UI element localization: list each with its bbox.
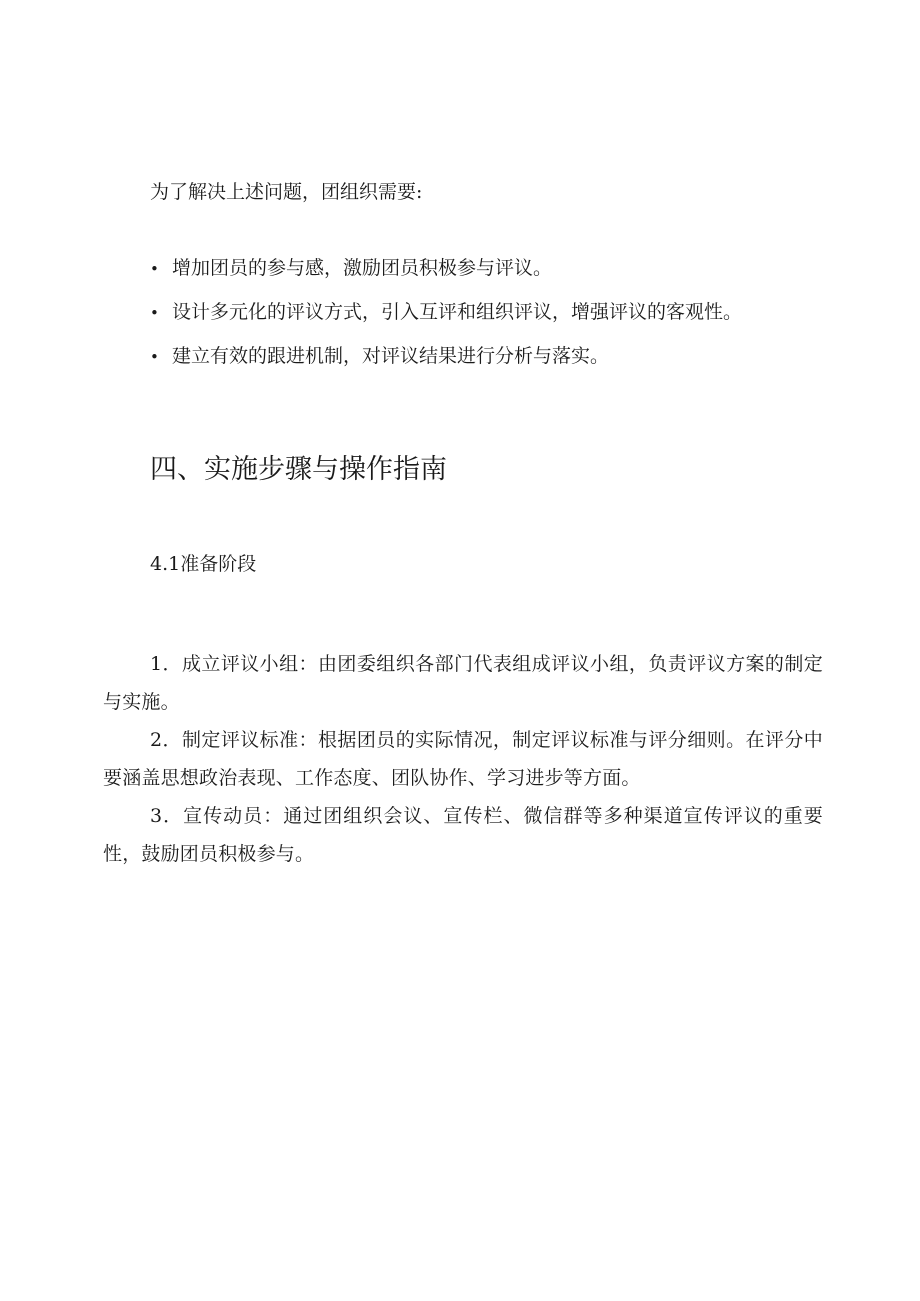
bullet-text: 增加团员的参与感，激励团员积极参与评议。: [172, 257, 553, 279]
list-item: [150, 341, 742, 385]
bullet-text: 建立有效的跟进机制，对评议结果进行分析与落实。: [172, 345, 610, 367]
step-paragraph: 2．制定评议标准：根据团员的实际情况，制定评议标准与评分细则。在评分中要涵盖思想政治表现、工作态度、团队协作、学习进步等方面。: [103, 729, 823, 789]
step-paragraph: 1．成立评议小组：由团委组织各部门代表组成评议小组，负责评议方案的制定与实施。: [103, 653, 823, 713]
intro-paragraph: 为了解决上述问题，团组织需要:: [150, 181, 423, 203]
bullet-list: [150, 253, 742, 385]
steps-list: [103, 645, 823, 873]
subsection-title: 4.1准备阶段: [150, 553, 257, 575]
bullet-icon: •: [150, 260, 159, 278]
list-item: [150, 297, 742, 341]
bullet-text: 设计多元化的评议方式，引入互评和组织评议，增强评议的客观性。: [172, 301, 743, 323]
bullet-icon: •: [150, 304, 159, 322]
bullet-icon: •: [150, 348, 159, 366]
section-title: 四、实施步骤与操作指南: [150, 454, 447, 485]
list-item: [150, 253, 742, 297]
step-paragraph: 3．宣传动员：通过团组织会议、宣传栏、微信群等多种渠道宣传评议的重要性，鼓励团员积极参与。: [103, 805, 823, 865]
